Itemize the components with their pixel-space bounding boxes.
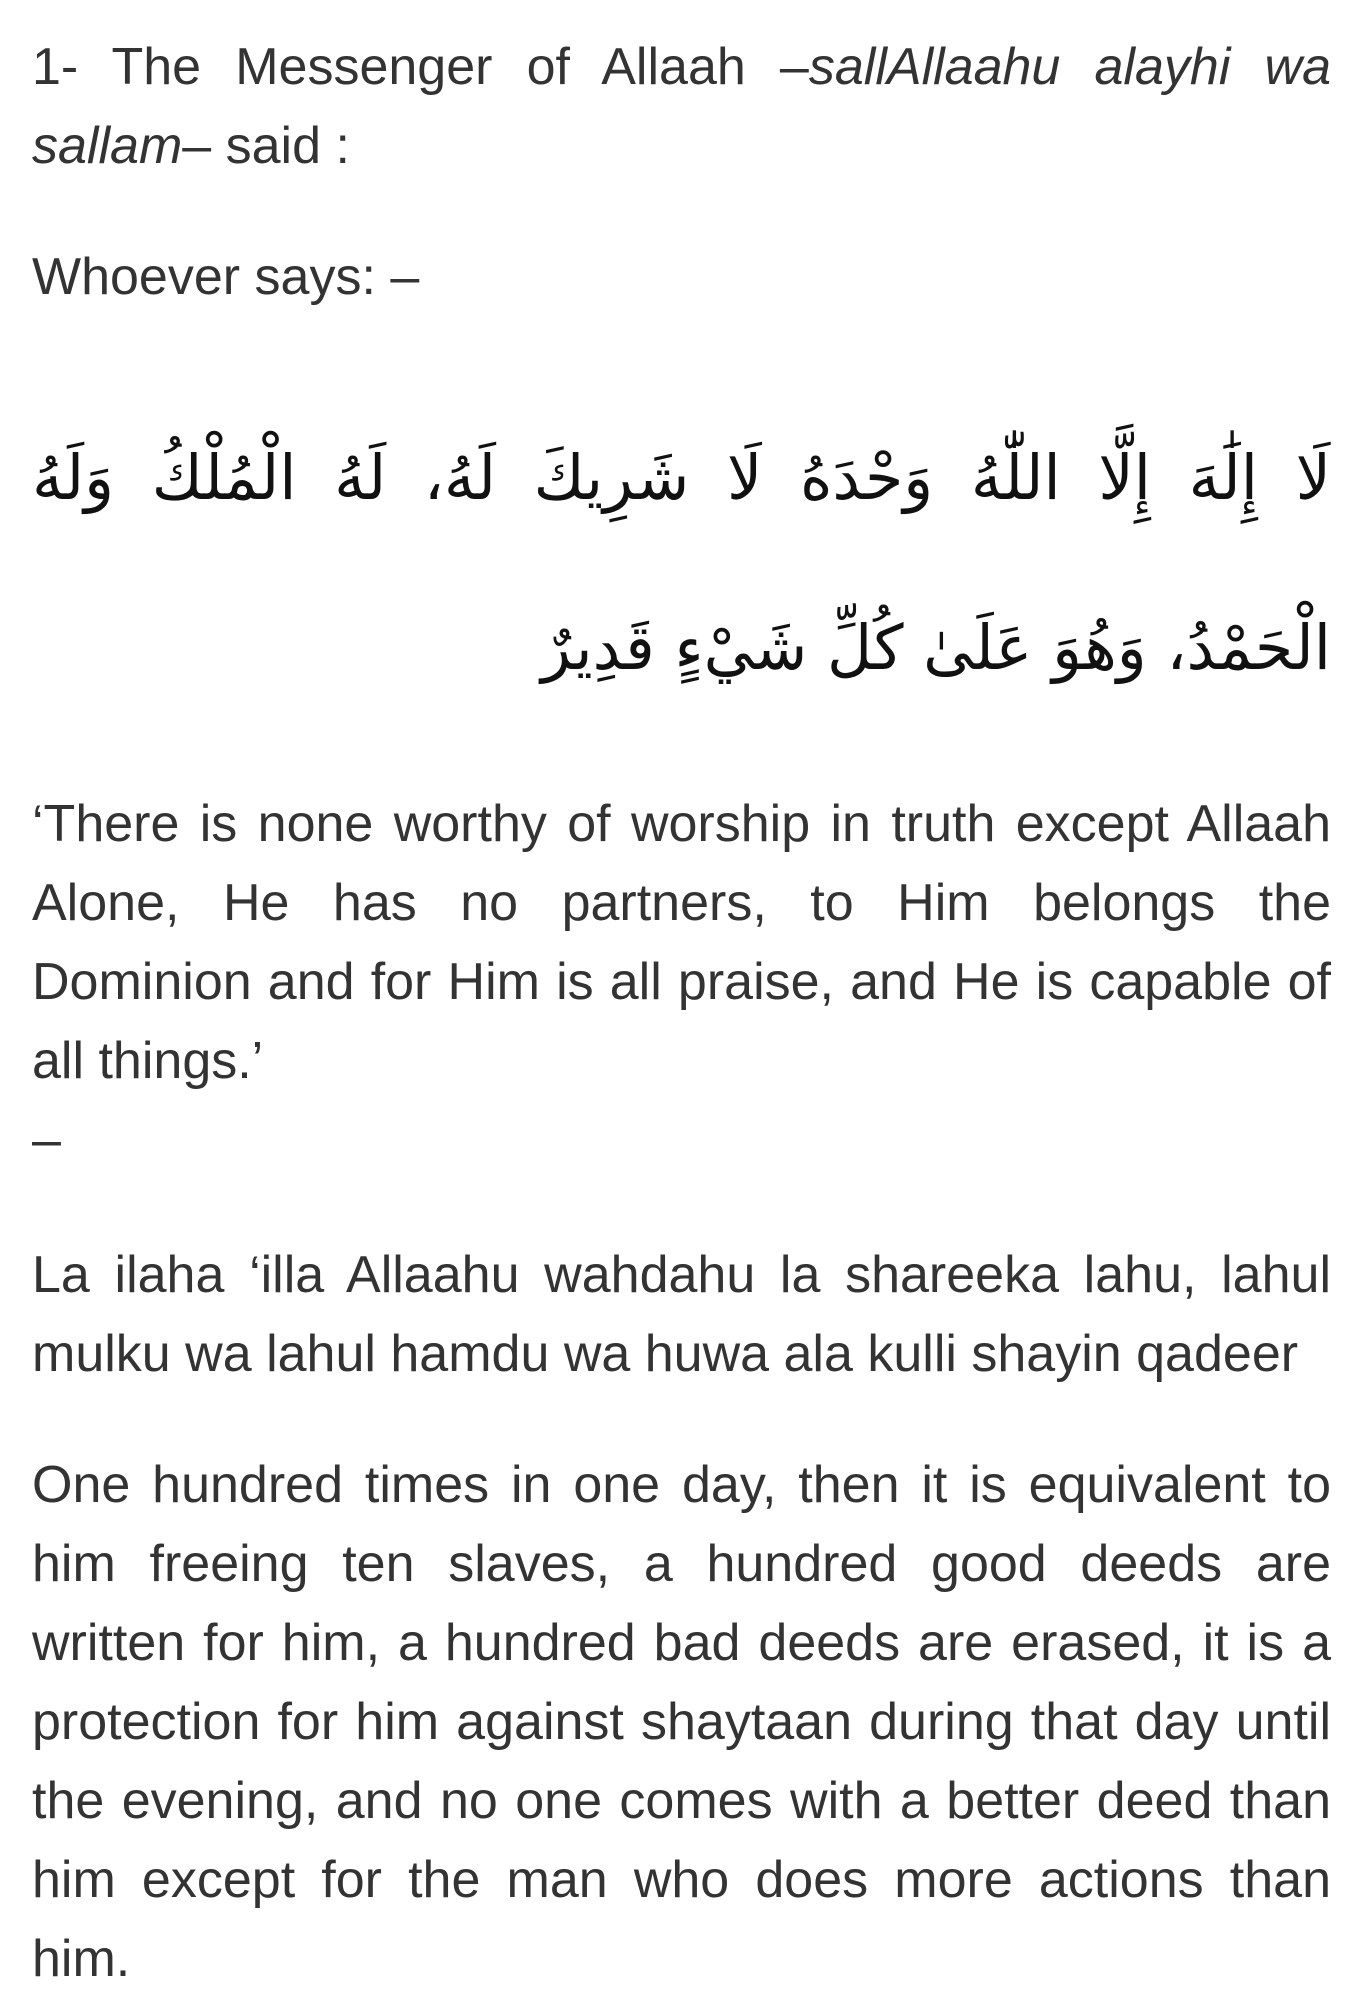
arabic-dhikr-text [32, 393, 1331, 733]
intro-suffix: – said : [182, 117, 350, 175]
intro-prefix: 1- The Messenger of Allaah – [32, 38, 809, 96]
arabic-text: لَا إِلَٰهَ إِلَّا اللّٰهُ وَحْدَهُ لَا شَرِيكَ لَهُ، لَهُ الْمُلْكُ وَلَهُ الْحَمْدُ، وَهُوَ عَلَىٰ كُلِّ شَيْءٍ قَدِيرٌ [32, 441, 1331, 684]
translation-dash: – [32, 1111, 61, 1169]
whoever-says-line: Whoever says: – [32, 248, 420, 306]
hadith-intro [32, 28, 1331, 186]
transliteration: La ilaha ‘illa Allaahu wahdahu la shareeka lahu, lahul mulku wa lahul hamdu wa huwa ala kulli shayin qadeer [32, 1246, 1331, 1383]
english-translation: ‘There is none worthy of worship in truth except Allaah Alone, He has no partners, to Him belongs the Dominion and for Him is all praise, and He is capable of all things.’ [32, 795, 1331, 1090]
virtue-description: One hundred times in one day, then it is equivalent to him freeing ten slaves, a hundred good deeds are written for him, a hundred bad deeds are erased, it is a protection for him against shaytaan during that day until the evening, and no one comes with a better deed than him except for the man who does more actions than him. [32, 1456, 1331, 1988]
intro-honorific: sallAllaahu alayhi wa sallam [32, 38, 1331, 175]
